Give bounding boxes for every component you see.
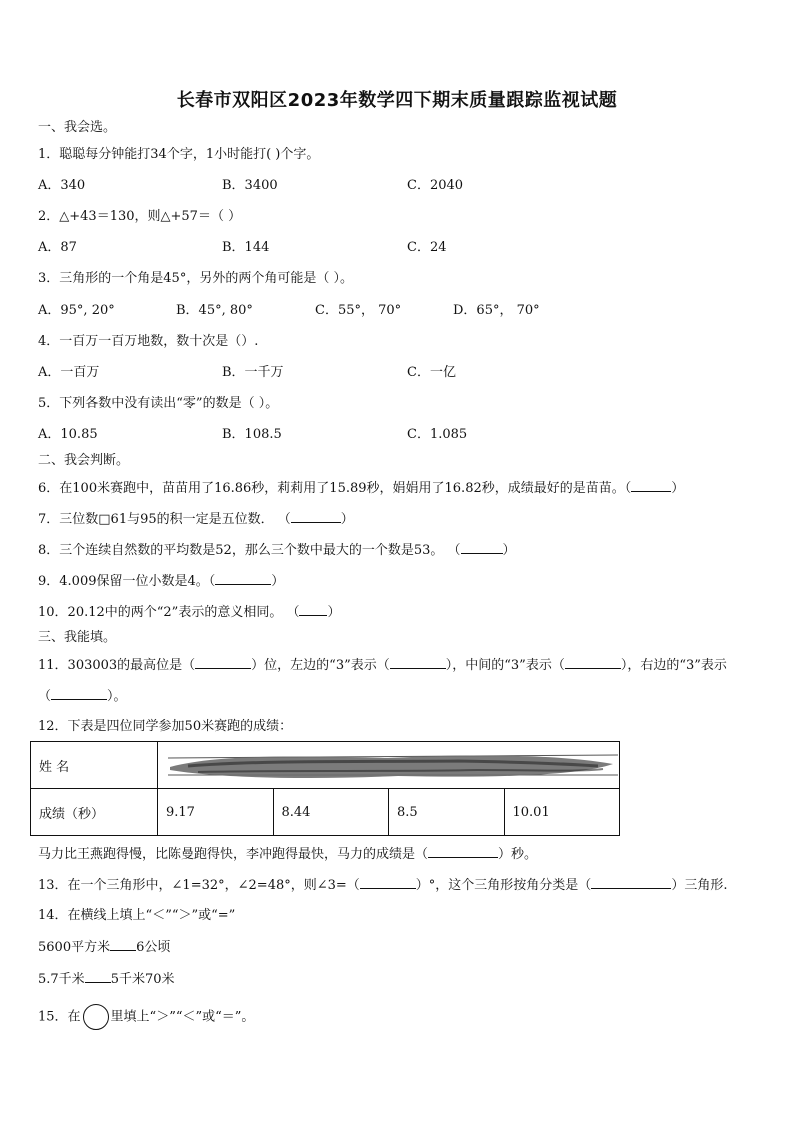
- q13-part-2: ）°，这个三角形按角分类是（: [415, 878, 592, 893]
- question-3: 3．三角形的一个角是45°，另外的两个角可能是（ ）。: [38, 271, 353, 286]
- q11-blank-1[interactable]: [195, 656, 251, 669]
- q1-option-c[interactable]: C．2040: [407, 178, 464, 193]
- q3-option-d[interactable]: D．65°， 70°: [453, 303, 540, 318]
- scribbled-names-cell: [158, 742, 620, 789]
- q14-item-1-blank[interactable]: [110, 938, 136, 951]
- q15-part-2: 里填上“＞”“＜”或“＝”。: [110, 1009, 255, 1025]
- q11-part-3: ），中间的“3”表示（: [445, 658, 565, 673]
- question-8: [38, 541, 516, 560]
- q14-item-1: [38, 938, 170, 957]
- section-3-heading: 三、我能填。: [38, 630, 117, 645]
- q13-blank-2[interactable]: [591, 876, 671, 889]
- q4-option-a[interactable]: A．一百万: [38, 365, 100, 380]
- q6-close: ）: [671, 481, 685, 496]
- scribble-mark-icon: [158, 742, 630, 788]
- q14-item-2: [38, 970, 175, 989]
- q13-part-3: ）三角形.: [671, 878, 728, 893]
- table-row-names: [31, 742, 620, 789]
- question-14: 14．在横线上填上“＜”“＞”或“=”: [38, 908, 236, 923]
- scores-label-cell: 成绩（秒）: [31, 789, 158, 836]
- question-2: 2．△+43＝130，则△+57＝（ ）: [38, 209, 242, 224]
- score-cell-4: 10.01: [504, 789, 620, 836]
- question-12-followup: [38, 845, 537, 864]
- q11-blank-3[interactable]: [565, 656, 621, 669]
- q2-option-b[interactable]: B．144: [222, 240, 270, 255]
- q13-part-1: 13．在一个三角形中，∠1=32°，∠2=48°，则∠3=（: [38, 878, 360, 893]
- q11-part-2: ）位，左边的“3”表示（: [251, 658, 390, 673]
- q11-blank-4[interactable]: [51, 687, 107, 700]
- q14-item-1-left: 5600平方米: [38, 940, 111, 955]
- q2-option-c[interactable]: C．24: [407, 240, 447, 255]
- q14-item-2-right: 5千米70米: [110, 972, 175, 987]
- q12-followup-end: ）秒。: [498, 847, 538, 862]
- q11-blank-2[interactable]: [390, 656, 446, 669]
- q7-answer-blank[interactable]: [291, 510, 341, 523]
- question-9: [38, 572, 284, 591]
- question-4: 4．一百万一百万地数，数十次是（）.: [38, 334, 259, 349]
- q3-option-c[interactable]: C．55°， 70°: [315, 303, 402, 318]
- q6-answer-blank[interactable]: [631, 479, 671, 492]
- q13-blank-1[interactable]: [360, 876, 416, 889]
- q1-option-a[interactable]: A．340: [38, 178, 86, 193]
- question-11-line-2: [38, 687, 127, 706]
- question-7: [38, 510, 354, 529]
- score-cell-1: 9.17: [158, 789, 274, 836]
- answer-circle-icon[interactable]: [83, 1004, 109, 1030]
- section-2-heading: 二、我会判断。: [38, 453, 130, 468]
- question-15: [38, 1004, 254, 1030]
- q15-part-1: 15．在: [38, 1009, 81, 1025]
- q11-part-1: 11．303003的最高位是（: [38, 658, 196, 673]
- score-cell-2: 8.44: [273, 789, 389, 836]
- q9-answer-blank[interactable]: [215, 572, 271, 585]
- q1-option-b[interactable]: B．3400: [222, 178, 278, 193]
- question-1: 1．聪聪每分钟能打34个字，1小时能打( )个字。: [38, 147, 320, 162]
- question-13: [38, 876, 727, 895]
- q8-close: ）: [502, 543, 516, 558]
- q9-text: 9．4.009保留一位小数是4。（: [38, 574, 216, 589]
- names-label-cell: 姓 名: [31, 742, 158, 789]
- question-12: 12．下表是四位同学参加50米赛跑的成绩：: [38, 719, 293, 734]
- q12-answer-blank[interactable]: [428, 845, 498, 858]
- q8-answer-blank[interactable]: [461, 541, 503, 554]
- q2-option-a[interactable]: A．87: [38, 240, 77, 255]
- q4-option-c[interactable]: C．一亿: [407, 365, 456, 380]
- q12-followup-text: 马力比王燕跑得慢，比陈曼跑得快，李冲跑得最快，马力的成绩是（: [38, 847, 429, 862]
- q10-text: 10．20.12中的两个“2”表示的意义相同。 （: [38, 605, 300, 620]
- section-1-heading: 一、我会选。: [38, 120, 117, 135]
- q5-option-a[interactable]: A．10.85: [38, 427, 98, 442]
- score-cell-3: 8.5: [389, 789, 505, 836]
- q7-text: 7．三位数□61与95的积一定是五位数． （: [38, 512, 291, 527]
- q11-part-6: ）。: [107, 689, 127, 704]
- q14-item-1-right: 6公顷: [136, 940, 171, 955]
- q4-option-b[interactable]: B．一千万: [222, 365, 284, 380]
- question-11-line-1: [38, 656, 727, 675]
- q5-option-c[interactable]: C．1.085: [407, 427, 468, 442]
- q11-part-5: （: [38, 689, 52, 704]
- q7-close: ）: [340, 512, 354, 527]
- question-10: [38, 603, 340, 622]
- q6-text: 6．在100米赛跑中，苗苗用了16.86秒，莉莉用了15.89秒，娟娟用了16.82秒，成绩最好的是苗苗。（: [38, 481, 632, 496]
- q5-option-b[interactable]: B．108.5: [222, 427, 282, 442]
- q14-item-2-blank[interactable]: [85, 970, 111, 983]
- question-6: [38, 479, 684, 498]
- q10-answer-blank[interactable]: [299, 603, 327, 616]
- q10-close: ）: [327, 605, 341, 620]
- score-table: [30, 741, 620, 836]
- q14-item-2-left: 5.7千米: [38, 972, 85, 987]
- question-5: 5．下列各数中没有读出“零”的数是（ ）。: [38, 396, 279, 411]
- q9-close: ）: [271, 574, 285, 589]
- table-row-scores: [31, 789, 620, 836]
- q3-option-a[interactable]: A．95°, 20°: [38, 303, 115, 318]
- page-title: 长春市双阳区2023年数学四下期末质量跟踪监视试题: [176, 90, 618, 111]
- q11-part-4: ），右边的“3”表示: [620, 658, 727, 673]
- q3-option-b[interactable]: B．45°, 80°: [176, 303, 253, 318]
- q8-text: 8．三个连续自然数的平均数是52，那么三个数中最大的一个数是53。 （: [38, 543, 461, 558]
